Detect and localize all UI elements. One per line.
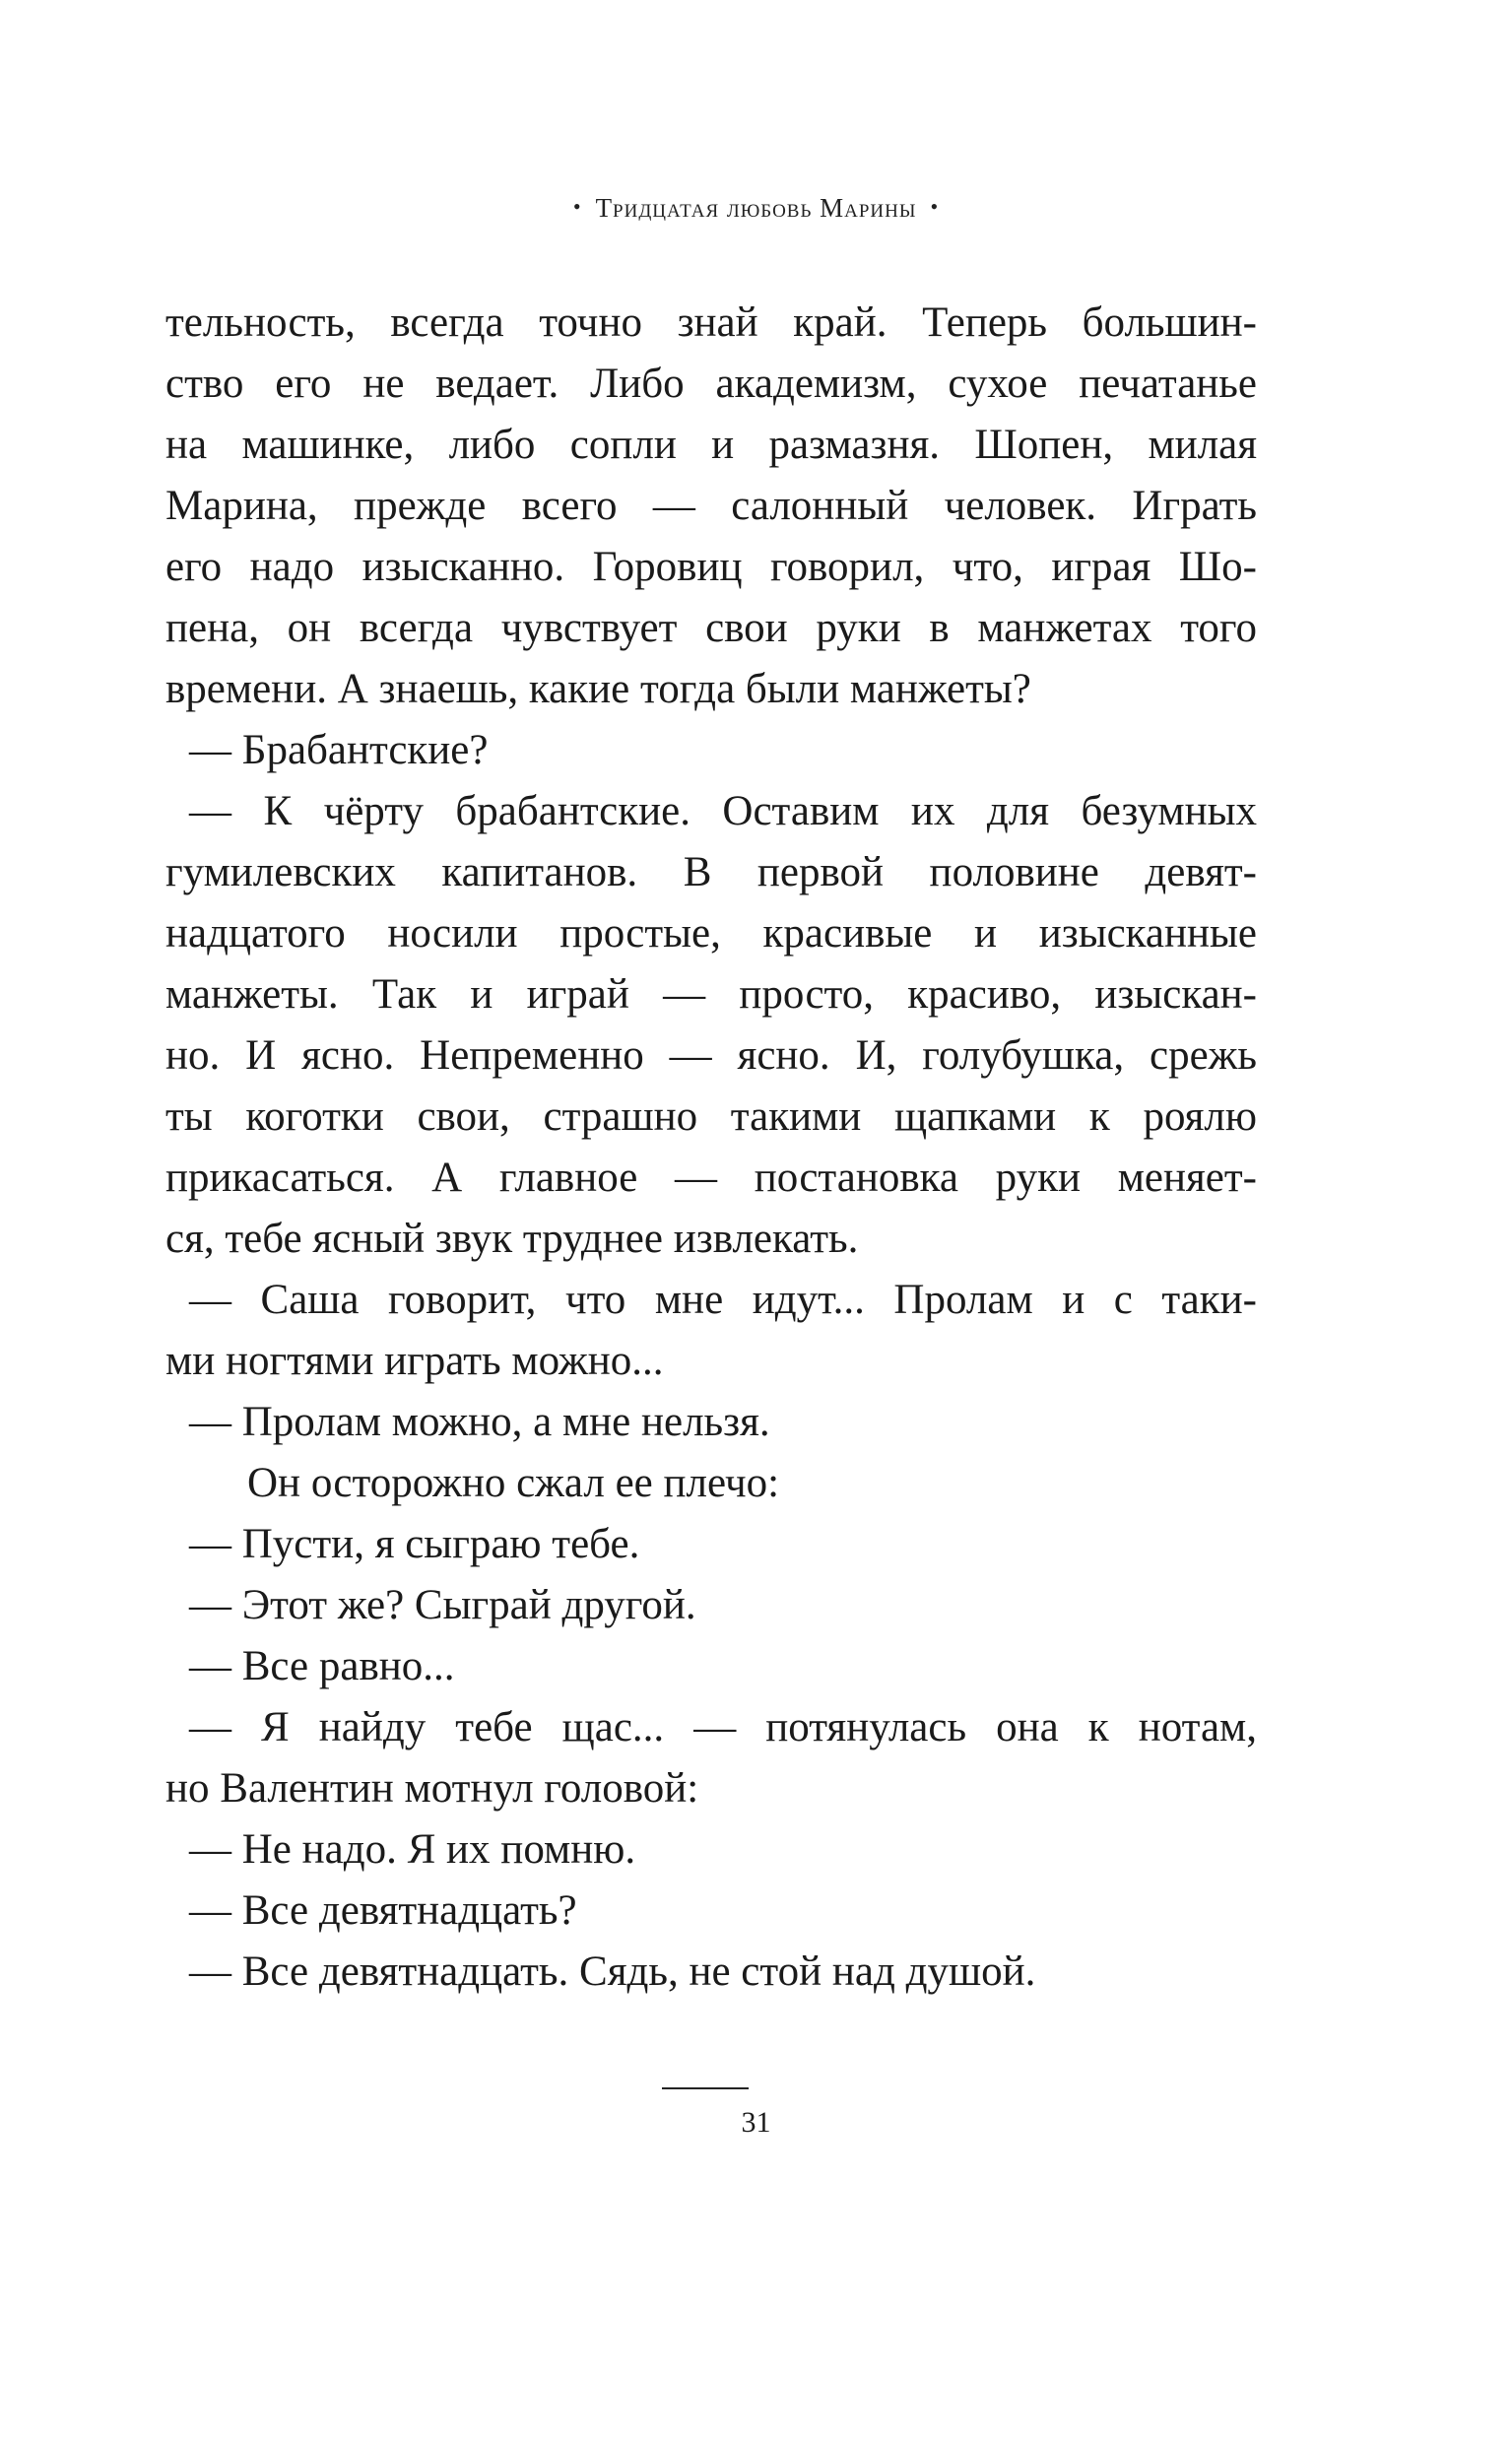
text-line: — Все равно... xyxy=(189,1643,455,1689)
text-line: ми ногтями играть можно... xyxy=(165,1338,664,1384)
page-number: 31 xyxy=(741,2106,771,2139)
text-line: тельность, всегда точно знай край. Теперь большин- xyxy=(165,299,1257,346)
text-line: но Валентин мотнул головой: xyxy=(165,1765,699,1812)
separator-dot: • xyxy=(930,194,940,219)
text-line: — Все девятнадцать? xyxy=(189,1887,577,1934)
text-line: — Я найду тебе щас... — потянулась она к нотам, xyxy=(189,1704,1257,1750)
text-line: надцатого носили простые, красивые и изысканные xyxy=(165,910,1257,957)
text-line: ся, тебе ясный звук труднее извлекать. xyxy=(165,1216,859,1262)
text-line: ты коготки свои, страшно такими щапками к роялю xyxy=(165,1093,1257,1140)
text-line: на машинке, либо сопли и размазня. Шопен, милая xyxy=(165,422,1257,468)
text-line: Марина, прежде всего — салонный человек. Играть xyxy=(165,483,1257,529)
text-line: ство его не ведает. Либо академизм, сухое печатанье xyxy=(165,361,1257,407)
body-text xyxy=(165,293,1257,2003)
text-line: — Брабантские? xyxy=(189,727,489,773)
text-line: но. И ясно. Непременно — ясно. И, голубушка, срежь xyxy=(165,1032,1257,1079)
text-line: — Пусти, я сыграю тебе. xyxy=(189,1521,640,1567)
text-line: его надо изысканно. Горовиц говорил, что, играя Шо- xyxy=(165,544,1257,590)
text-line: — Все девятнадцать. Сядь, не стой над душой. xyxy=(189,1948,1036,1995)
running-title: Тридцатая любовь Марины xyxy=(595,193,917,223)
text-line: пена, он всегда чувствует свои руки в манжетах того xyxy=(165,605,1257,651)
text-line: манжеты. Так и играй — просто, красиво, изыскан- xyxy=(165,971,1257,1018)
text-line: прикасаться. А главное — постановка руки меняет- xyxy=(165,1155,1257,1201)
separator-dot: • xyxy=(572,194,582,219)
text-line: гумилевских капитанов. В первой половине девят- xyxy=(165,849,1257,895)
text-line: — Этот же? Сыграй другой. xyxy=(189,1582,696,1628)
text-line: — Пролам можно, а мне нельзя. xyxy=(189,1399,770,1445)
text-line: времени. А знаешь, какие тогда были манжеты? xyxy=(165,666,1031,712)
text-line: — Не надо. Я их помню. xyxy=(189,1826,636,1873)
text-line: — Саша говорит, что мне идут... Пролам и с таки- xyxy=(189,1277,1257,1323)
folio-rule xyxy=(662,2087,749,2089)
text-line: Он осторожно сжал ее плечо: xyxy=(247,1460,780,1506)
running-head xyxy=(0,193,1512,224)
text-line: — К чёрту брабантские. Оставим их для безумных xyxy=(189,788,1257,834)
